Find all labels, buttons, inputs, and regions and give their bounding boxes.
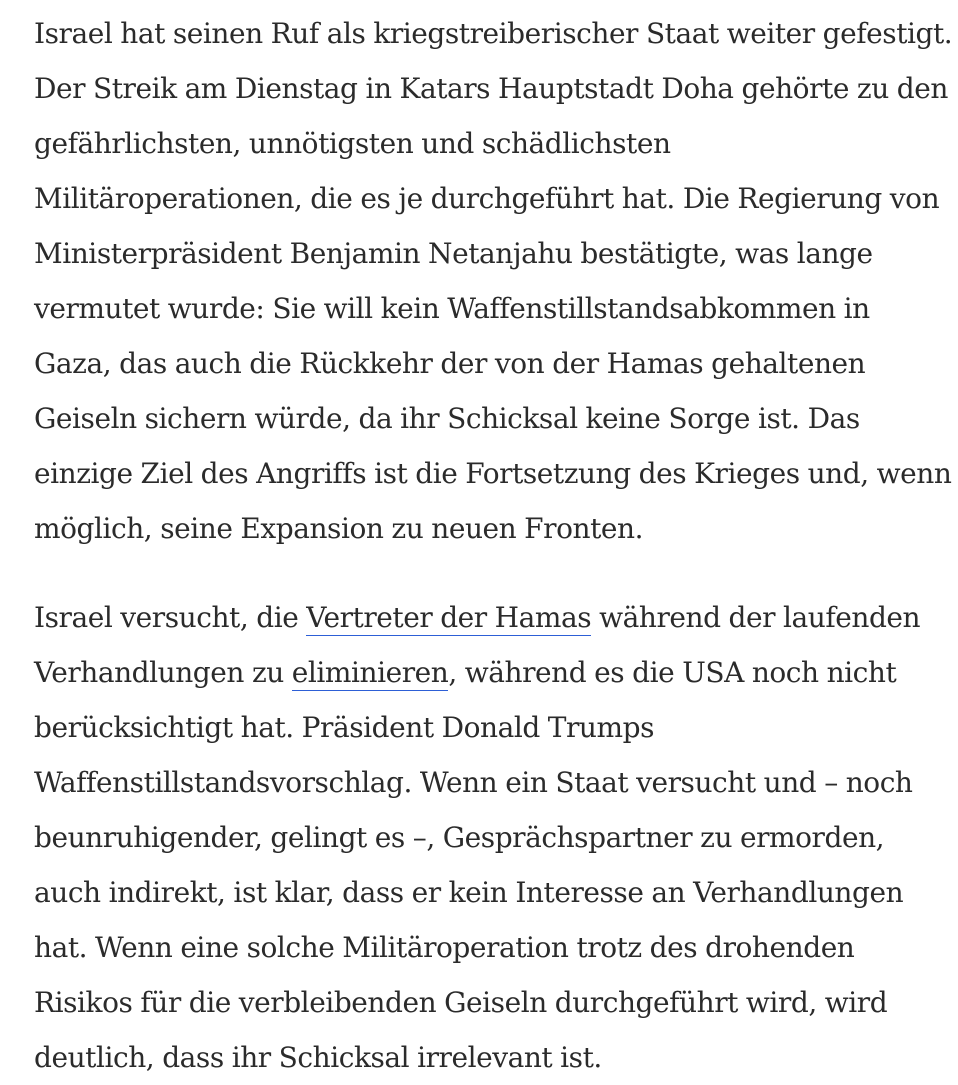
text-line: Militäroperationen, die es je durchgeführt hat. Die Regierung von: [34, 182, 940, 215]
paragraph-1: [34, 6, 958, 556]
text-line: möglich, seine Expansion zu neuen Fronten.: [34, 512, 644, 545]
article-body: [34, 6, 958, 1085]
text-line: Israel hat seinen Ruf als kriegstreiberischer Staat weiter gefestigt.: [34, 17, 953, 50]
text-line: Geiseln sichern würde, da ihr Schicksal keine Sorge ist. Das: [34, 402, 860, 435]
text-line: Ministerpräsident Benjamin Netanjahu bestätigte, was lange: [34, 237, 873, 270]
text-line: [34, 590, 958, 645]
text-segment: während der laufenden: [591, 601, 921, 634]
text-segment: Israel versucht, die: [34, 601, 307, 634]
text-line: Waffenstillstandsvorschlag. Wenn ein Staat versucht und – noch: [34, 766, 913, 799]
paragraph-2: [34, 590, 958, 1085]
text-line: deutlich, dass ihr Schicksal irrelevant ist.: [34, 1041, 602, 1074]
text-line: einzige Ziel des Angriffs ist die Fortsetzung des Krieges und, wenn: [34, 457, 952, 490]
text-line: [34, 645, 958, 700]
text-line: beunruhigender, gelingt es –, Gesprächspartner zu ermorden,: [34, 821, 885, 854]
text-line: auch indirekt, ist klar, dass er kein Interesse an Verhandlungen: [34, 876, 904, 909]
text-segment: , während es die USA noch nicht: [448, 656, 897, 689]
text-line: Gaza, das auch die Rückkehr der von der Hamas gehaltenen: [34, 347, 866, 380]
text-line: berücksichtigt hat. Präsident Donald Trumps: [34, 711, 654, 744]
text-line: Risikos für die verbleibenden Geiseln durchgeführt wird, wird: [34, 986, 888, 1019]
text-line: hat. Wenn eine solche Militäroperation trotz des drohenden: [34, 931, 855, 964]
link-eliminate[interactable]: eliminieren: [291, 656, 449, 689]
text-line: vermutet wurde: Sie will kein Waffenstillstandsabkommen in: [34, 292, 870, 325]
link-hamas-representatives[interactable]: Vertreter der Hamas: [306, 601, 592, 634]
text-line: gefährlichsten, unnötigsten und schädlichsten: [34, 127, 671, 160]
text-line: Der Streik am Dienstag in Katars Hauptstadt Doha gehörte zu den: [34, 72, 948, 105]
text-segment: Verhandlungen zu: [34, 656, 292, 689]
